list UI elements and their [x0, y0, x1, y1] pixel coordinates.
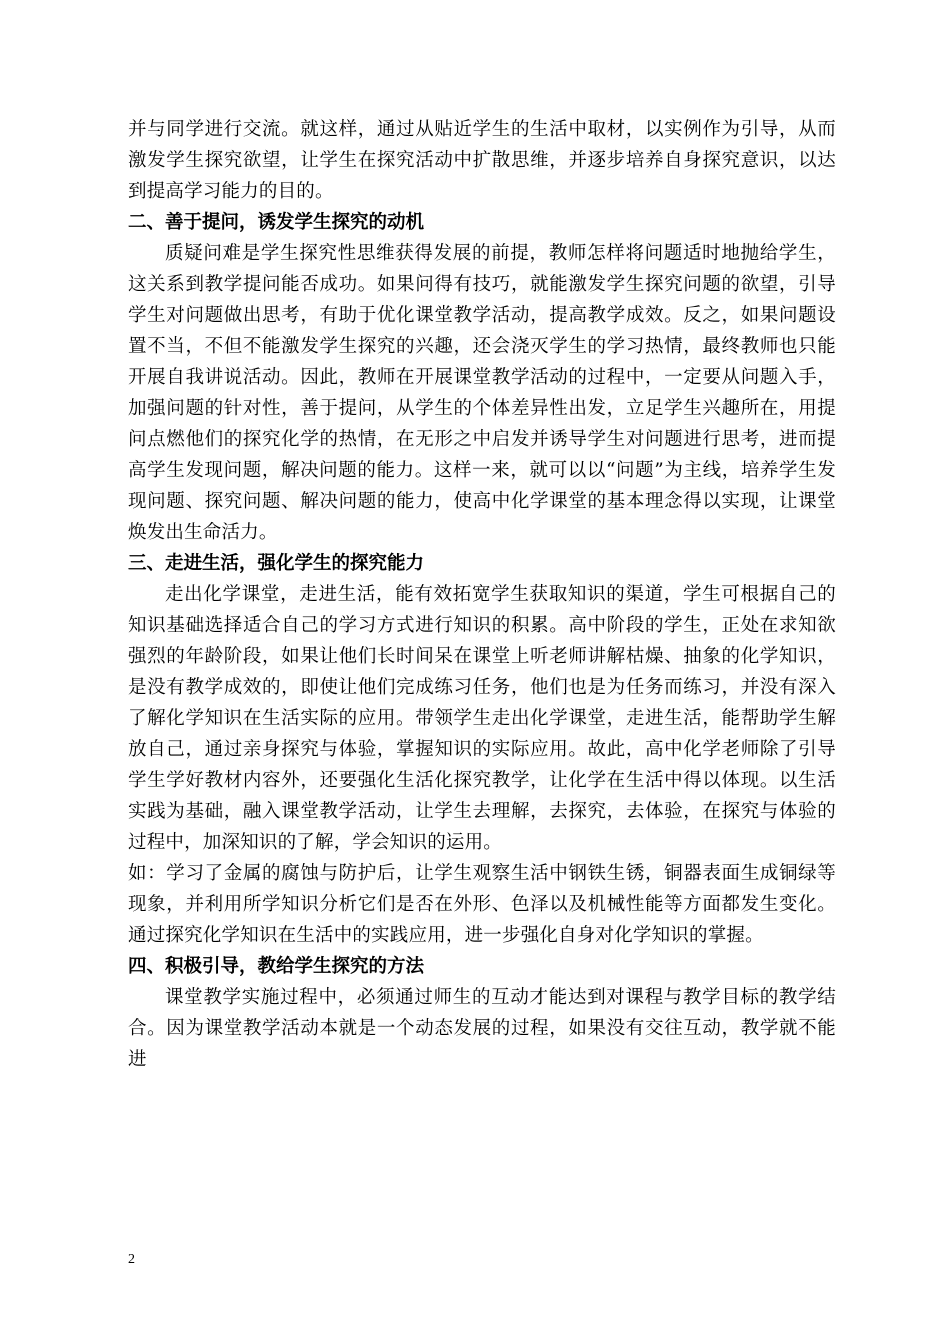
document-page: [128, 114, 836, 1075]
paragraph-continuation: 并与同学进行交流。就这样，通过从贴近学生的生活中取材，以实例作为引导，从而激发学生探究欲望，让学生在探究活动中扩散思维，并逐步培养自身探究意识，以达到提高学习能力的目的。: [128, 119, 836, 202]
paragraph-questioning: 质疑问难是学生探究性思维获得发展的前提，教师怎样将问题适时地抛给学生，这关系到教学提问能否成功。如果问得有技巧，就能激发学生探究问题的欲望，引导学生对问题做出思考，有助于优化课堂教学活动，提高教学成效。反之，如果问题设置不当，不但不能激发学生探究的兴趣，还会浇灭学生的学习热情，最终教师也只能开展自我讲说活动。因此，教师在开展课堂教学活动的过程中，一定要从问题入手，加强问题的针对性，善于提问，从学生的个体差异性出发，立足学生兴趣所在，用提问点燃他们的探究化学的热情，在无形之中启发并诱导学生对问题进行思考，进而提高学生发现问题，解决问题的能力。这样一来，就可以以“问题”为主线，培养学生发现问题、探究问题、解决问题的能力，使高中化学课堂的基本理念得以实现，让课堂焕发出生命活力。: [128, 243, 836, 543]
paragraph-life: 走出化学课堂，走进生活，能有效拓宽学生获取知识的渠道，学生可根据自己的知识基础选择适合自己的学习方式进行知识的积累。高中阶段的学生，正处在求知欲强烈的年龄阶段，如果让他们长时间呆在课堂上听老师讲解枯燥、抽象的化学知识，是没有教学成效的，即使让他们完成练习任务，他们也是为任务而练习，并没有深入了解化学知识在生活实际的应用。带领学生走出化学课堂，走进生活，能帮助学生解放自己，通过亲身探究与体验，掌握知识的实际应用。故此，高中化学老师除了引导学生学好教材内容外，还要强化生活化探究教学，让化学在生活中得以体现。以生活实践为基础，融入课堂教学活动，让学生去理解，去探究，去体验，在探究与体验的过程中，加深知识的了解，学会知识的运用。: [128, 584, 836, 853]
paragraph-guidance: 课堂教学实施过程中，必须通过师生的互动才能达到对课程与教学目标的教学结合。因为课堂教学活动本就是一个动态发展的过程，如果没有交往互动，教学就不能进: [128, 987, 836, 1070]
section-heading-2: 二、善于提问，诱发学生探究的动机: [128, 212, 425, 233]
section-heading-3: 三、走进生活，强化学生的探究能力: [128, 553, 425, 574]
paragraph-example: 如：学习了金属的腐蚀与防护后，让学生观察生活中钢铁生锈，铜器表面生成铜绿等现象，并利用所学知识分析它们是否在外形、色泽以及机械性能等方面都发生变化。通过探究化学知识在生活中的实践应用，进一步强化自身对化学知识的掌握。: [128, 863, 836, 946]
page-number: 2: [128, 1252, 135, 1267]
section-heading-4: 四、积极引导，教给学生探究的方法: [128, 956, 425, 977]
